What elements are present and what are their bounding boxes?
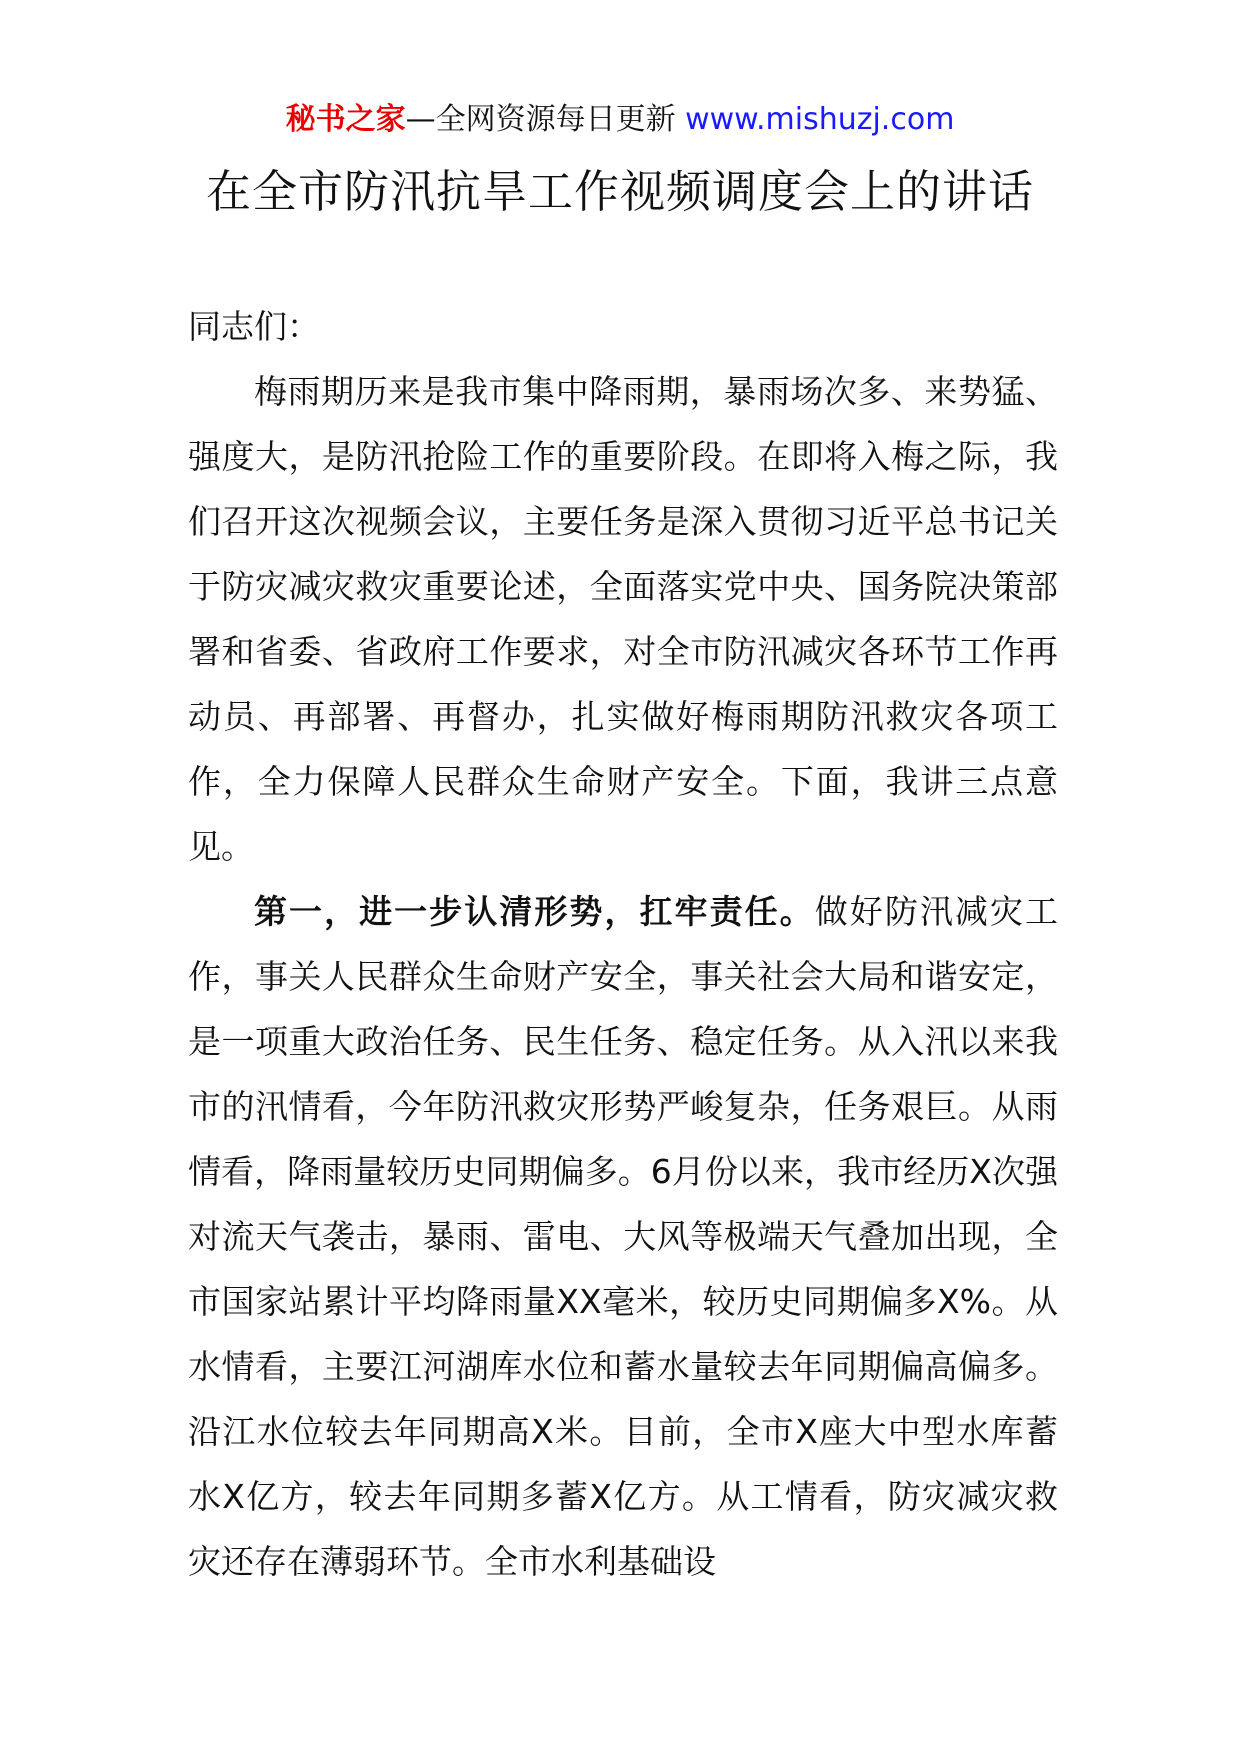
paragraph-first-point <box>188 879 1058 1594</box>
site-tagline: —全网资源每日更新 <box>405 102 676 137</box>
first-point-text: 做好防汛减灾工作，事关人民群众生命财产安全，事关社会大局和谐安定，是一项重大政治任务、民生任务、稳定任务。从入汛以来我市的汛情看，今年防汛救灾形势严峻复杂，任务艰巨。从雨情看，降雨量较历史同期偏多。6月份以来，我市经历X次强对流天气袭击，暴雨、雷电、大风等极端天气叠加出现，全市国家站累计平均降雨量XX毫米，较历史同期偏多X%。从水情看，主要江河湖库水位和蓄水量较去年同期偏高偏多。沿江水位较去年同期高X米。目前，全市X座大中型水库蓄水X亿方，较去年同期多蓄X亿方。从工情看，防灾减灾救灾还存在薄弱环节。全市水利基础设 <box>188 892 1059 1581</box>
site-url-link[interactable]: www.mishuzj.com <box>675 102 955 137</box>
brand-name: 秘书之家 <box>285 102 406 137</box>
paragraph-intro: 梅雨期历来是我市集中降雨期，暴雨场次多、来势猛、强度大，是防汛抢险工作的重要阶段。在即将入梅之际，我们召开这次视频会议，主要任务是深入贯彻习近平总书记关于防灾减灾救灾重要论述，全面落实党中央、国务院决策部署和省委、省政府工作要求，对全市防汛减灾各环节工作再动员、再部署、再督办，扎实做好梅雨期防汛救灾各项工作，全力保障人民群众生命财产安全。下面，我讲三点意见。 <box>188 372 1058 866</box>
first-point-heading: 第一，进一步认清形势，扛牢责任。 <box>254 892 815 931</box>
document-title: 在全市防汛抗旱工作视频调度会上的讲话 <box>205 165 1034 218</box>
salutation: 同志们： <box>188 307 320 346</box>
site-header <box>0 98 1240 142</box>
document-body <box>188 294 1058 1594</box>
